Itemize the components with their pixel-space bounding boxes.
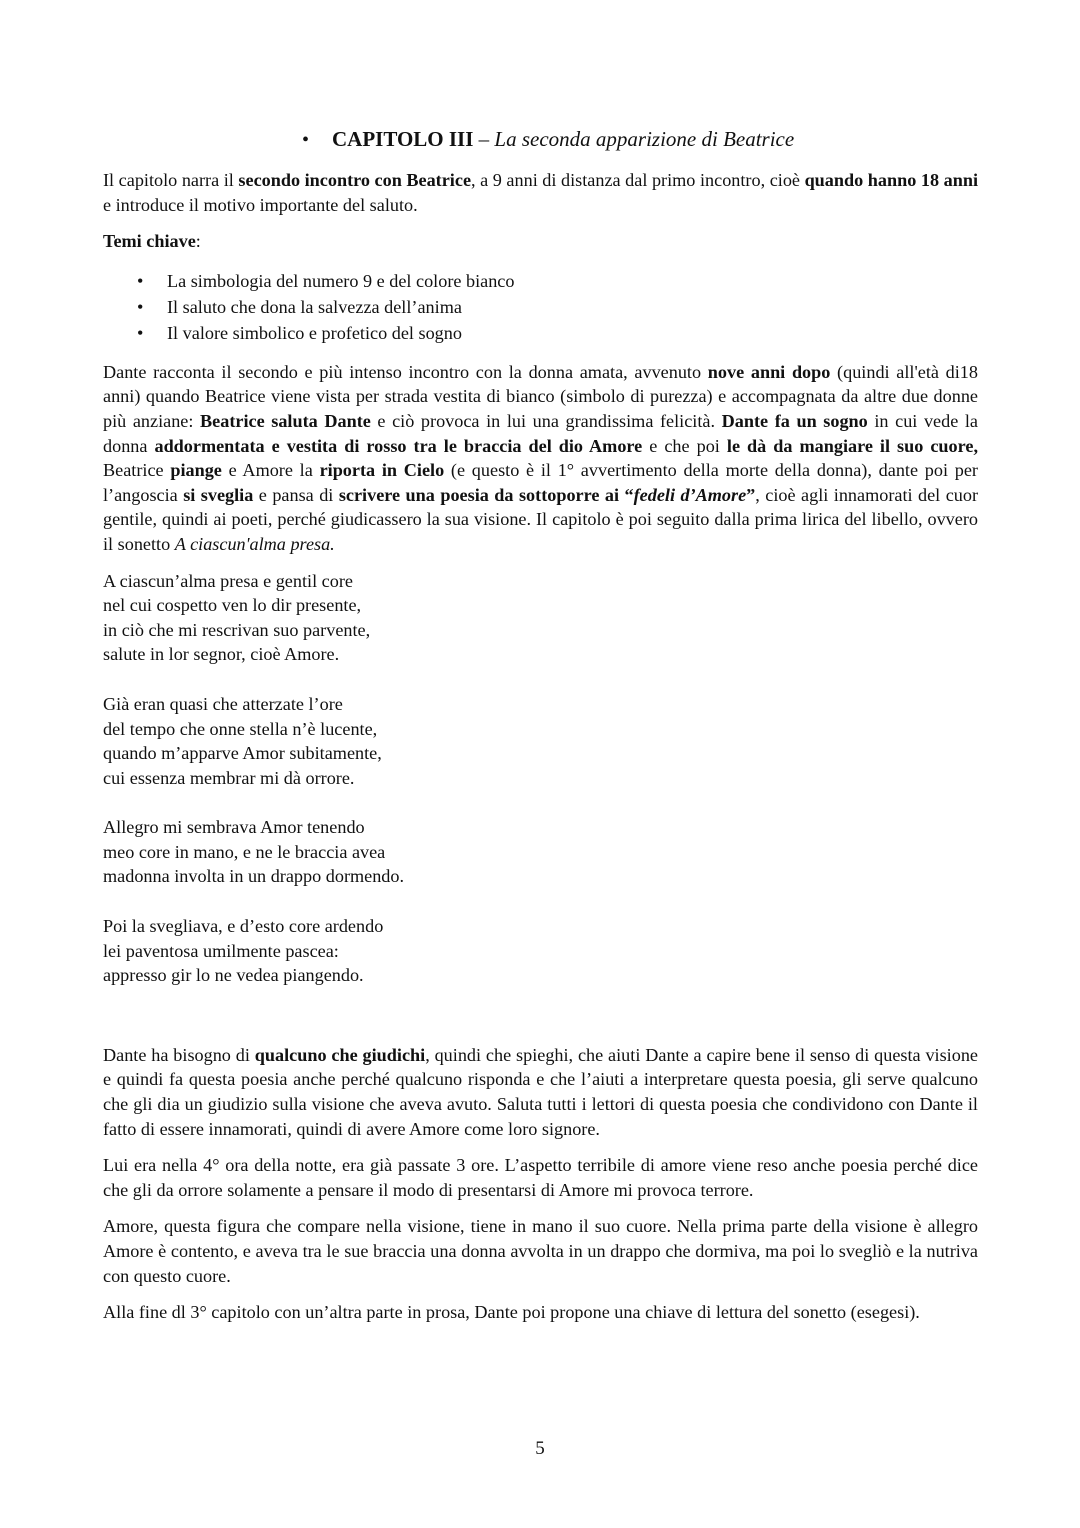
bullet-icon: • [137,296,144,317]
verse-line: Poi la svegliava, e d’esto core ardendo [103,916,384,937]
sonnet-stanza-1 [103,569,978,667]
verse-line: lei paventosa umilmente pascea: [103,940,339,961]
verse-line: meo core in mano, e ne le braccia avea [103,841,386,862]
chapter-subtitle: La seconda apparizione di Beatrice [494,127,795,151]
verse-line: A ciascun’alma presa e gentil core [103,570,353,591]
verse-line: quando m’apparve Amor subitamente, [103,743,382,764]
list-item: • Il saluto che dona la salvezza dell’anima [137,294,978,320]
sonnet [103,569,978,988]
bullet-icon: • [137,322,144,343]
verse-line: in ciò che mi rescrivan suo parvente, [103,619,371,640]
commentary-paragraph-4: Alla fine dl 3° capitolo con un’altra parte in prosa, Dante poi propone una chiave di lettura del sonetto (esegesi). [103,1302,920,1323]
commentary-paragraph-1: Dante ha bisogno di qualcuno che giudichi, quindi che spieghi, che aiuti Dante a capire bene il senso di questa visione e quindi fa questa poesia anche perché qualcuno risponda e che l’aiuti a interpretare questa poesia, gli serve qualcuno che gli dia un giudizio sulla visione che aveva avuto. Saluta tutti i lettori di questa poesia che condividono con Dante il fatto di essere innamorati, quindi di avere Amore come loro signore. [103,1044,978,1139]
verse-line: cui essenza membrar mi dà orrore. [103,767,355,788]
summary-paragraph: Dante racconta il secondo e più intenso incontro con la donna amata, avvenuto nove anni dopo (quindi all'età di18 anni) quando Beatrice viene vista per strada vestita di bianco (simbolo di purezza) e accompagnata da altre due donne più anziane: Beatrice saluta Dante e ciò provoca in lui una grandissima felicità. Dante fa un sogno in cui vede la donna addormentata e vestita di rosso tra le braccia del dio Amore e che poi le dà da mangiare il suo cuore, Beatrice piange e Amore la riporta in Cielo (e questo è il 1° avvertimento della morte della donna), dante poi per l’angoscia si sveglia e pansa di scrivere una poesia da sottoporre ai “fedeli d’Amore”, cioè agli innamorati del cuor gentile, quindi ai poeti, perché giudicassero la sua visione. Il capitolo è poi seguito dalla prima lirica del libello, ovvero il sonetto A ciascun'alma presa. [103,361,979,554]
commentary-paragraph-2: Lui era nella 4° ora della notte, era già passate 3 ore. L’aspetto terribile di amore viene reso anche poesia perché dice che gli da orrore solamente a pensare il modo di presentarsi di Amore mi provoca terrore. [103,1155,978,1200]
verse-line: del tempo che onne stella n’è lucente, [103,718,378,739]
list-item: • La simbologia del numero 9 e del colore bianco [137,268,978,294]
verse-line: salute in lor segnor, cioè Amore. [103,644,340,665]
chapter-heading [302,127,978,152]
verse-line: appresso gir lo ne vedea piangendo. [103,965,364,986]
document-page [103,127,978,1337]
themes-label: Temi chiave: [103,231,201,252]
page-number: 5 [535,1438,545,1459]
sonnet-stanza-4 [103,914,978,988]
themes-list [103,268,978,346]
heading-separator: – [473,127,495,151]
verse-line: Allegro mi sembrava Amor tenendo [103,817,365,838]
intro-paragraph: Il capitolo narra il secondo incontro con Beatrice, a 9 anni di distanza dal primo incontro, cioè quando hanno 18 anni e introduce il motivo importante del saluto. [103,170,979,215]
verse-line: Già eran quasi che atterzate l’ore [103,693,343,714]
chapter-number: CAPITOLO III [332,127,474,151]
verse-line: nel cui cospetto ven lo dir presente, [103,595,362,616]
commentary-paragraph-3: Amore, questa figura che compare nella visione, tiene in mano il suo cuore. Nella prima parte della visione è allegro Amore è contento, e aveva tra le sue braccia una donna avvolta in un drappo che dormiva, ma poi lo svegliò e la nutriva con questo cuore. [103,1216,978,1286]
verse-line: madonna involta in un drappo dormendo. [103,866,405,887]
bullet-icon: • [302,129,310,151]
sonnet-stanza-3 [103,815,978,889]
section-spacer [103,1013,978,1043]
bullet-icon: • [137,270,144,291]
list-item: • Il valore simbolico e profetico del sogno [137,320,978,346]
sonnet-stanza-2 [103,692,978,790]
